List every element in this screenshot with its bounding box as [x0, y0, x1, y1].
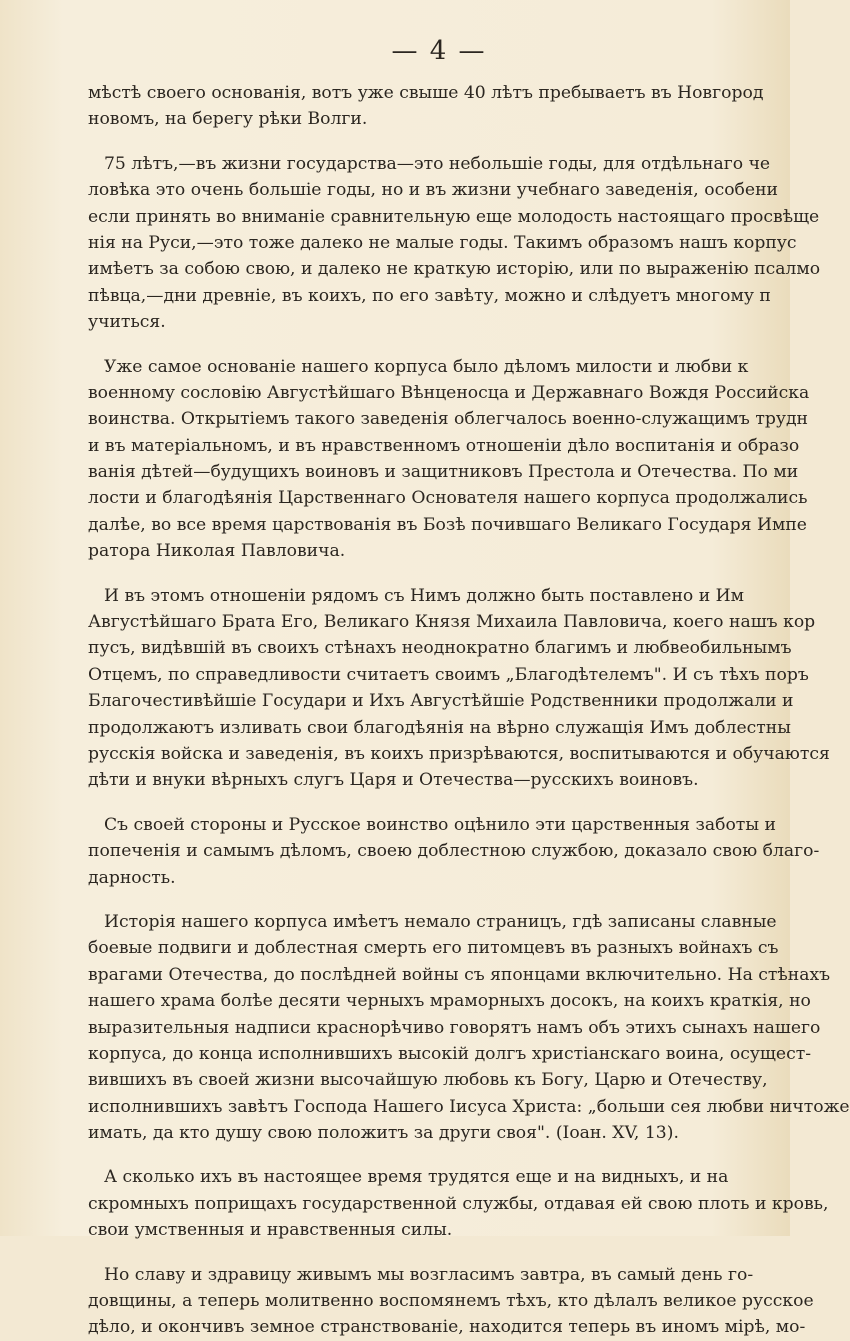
- page-number: — 4 —: [391, 36, 487, 66]
- text-line: имѣетъ за собою свою, и далеко не краткую исторію, или по выраженію псалмо: [88, 259, 821, 280]
- text-line: 75 лѣтъ,—въ жизни государства—это небольшіе годы, для отдѣльнаго че: [104, 153, 771, 174]
- text-line: нашего храма болѣе десяти черныхъ мраморныхъ досокъ, на коихъ краткія, но: [88, 991, 811, 1012]
- text-line: Благочестивѣйшіе Государи и Ихъ Августѣйшіе Родственники продолжали и: [88, 691, 794, 712]
- text-line: учиться.: [88, 312, 166, 333]
- text-line: ратора Николая Павловича.: [88, 541, 346, 562]
- text-line: попеченія и самымъ дѣломъ, своею доблестною службою, доказало свою благо-: [88, 841, 820, 862]
- text-line: Съ своей стороны и Русское воинство оцѣнило эти царственныя заботы и: [104, 814, 776, 835]
- paragraph: [88, 1262, 814, 1341]
- text-line: ванія дѣтей—будущихъ воиновъ и защитниковъ Престола и Отечества. По ми: [88, 462, 799, 483]
- text-line: имать, да кто душу свою положитъ за други своя". (Іоан. XV, 13).: [88, 1123, 679, 1144]
- text-line: новомъ, на берегу рѣки Волги.: [88, 109, 368, 130]
- text-line: И въ этомъ отношеніи рядомъ съ Нимъ должно быть поставлено и Им: [104, 585, 745, 606]
- text-line: Отцемъ, по справедливости считаетъ своимъ „Благодѣтелемъ". И съ тѣхъ поръ: [88, 664, 809, 685]
- text-line: выразительныя надписи краснорѣчиво говорятъ намъ объ этихъ сынахъ нашего: [88, 1017, 821, 1038]
- text-line: боевые подвиги и доблестная смерть его питомцевъ въ разныхъ войнахъ съ: [88, 938, 779, 959]
- text-line: Но славу и здравицу живымъ мы возгласимъ завтра, въ самый день го-: [104, 1264, 754, 1285]
- text-line: воинства. Открытіемъ такого заведенія облегчалось военно-служащимъ трудн: [88, 409, 808, 430]
- paragraph: [88, 151, 821, 336]
- text-line: если принять во вниманіе сравнительную еще молодость настоящаго просвѣще: [88, 206, 820, 227]
- paragraph: [88, 909, 850, 1147]
- text-line: довщины, а теперь молитвенно воспомянемъ тѣхъ, кто дѣлалъ великое русское: [88, 1291, 814, 1312]
- text-body: [88, 80, 850, 1341]
- text-line: ловѣка это очень большіе годы, но и въ жизни учебнаго заведенія, особени: [88, 180, 778, 201]
- text-line: свои умственныя и нравственныя силы.: [88, 1220, 453, 1241]
- text-line: скромныхъ поприщахъ государственной службы, отдавая ей свою плоть и кровь,: [88, 1193, 829, 1214]
- text-line: и въ матеріальномъ, и въ нравственномъ отношеніи дѣло воспитанія и образо: [88, 435, 800, 456]
- text-line: вившихъ въ своей жизни высочайшую любовь къ Богу, Царю и Отечеству,: [88, 1070, 768, 1091]
- text-line: Уже самое основаніе нашего корпуса было дѣломъ милости и любви к: [104, 356, 749, 377]
- text-line: лости и благодѣянія Царственнаго Основателя нашего корпуса продолжались: [88, 488, 808, 509]
- text-line: дѣло, и окончивъ земное странствованіе, находится теперь въ иномъ мірѣ, мо-: [88, 1317, 806, 1338]
- paragraph: [88, 583, 830, 794]
- text-line: продолжаютъ изливать свои благодѣянія на вѣрно служащія Имъ доблестны: [88, 717, 791, 738]
- text-line: врагами Отечества, до послѣдней войны съ японцами включительно. На стѣнахъ: [88, 964, 831, 985]
- text-line: А сколько ихъ въ настоящее время трудятся еще и на видныхъ, и на: [104, 1167, 729, 1188]
- text-line: пусъ, видѣвшій въ своихъ стѣнахъ неоднократно благимъ и любвеобильнымъ: [88, 638, 792, 659]
- text-line: исполнившихъ завѣтъ Господа Нашего Іисуса Христа: „больши сея любви ничтоже: [88, 1096, 850, 1117]
- text-line: дарность.: [88, 867, 176, 888]
- paragraph: [88, 812, 820, 891]
- text-line: пѣвца,—дни древніе, въ коихъ, по его завѣту, можно и слѣдуетъ многому п: [88, 285, 771, 306]
- text-line: далѣе, во все время царствованія въ Бозѣ почившаго Великаго Государя Импе: [88, 514, 807, 535]
- text-line: мѣстѣ своего основанія, вотъ уже свыше 40 лѣтъ пребываетъ въ Новгород: [88, 83, 764, 103]
- paragraph: [88, 80, 790, 133]
- text-line: нія на Руси,—это тоже далеко не малые годы. Такимъ образомъ нашъ корпус: [88, 232, 797, 253]
- paragraph: [88, 1164, 829, 1243]
- paragraph: [88, 354, 810, 565]
- text-line: Исторія нашего корпуса имѣетъ немало страницъ, гдѣ записаны славные: [104, 911, 777, 932]
- text-line: дѣти и внуки вѣрныхъ слугъ Царя и Отечества—русскихъ воиновъ.: [88, 770, 699, 791]
- text-line: военному сословію Августѣйшаго Вѣнценосца и Державнаго Вождя Российска: [88, 382, 810, 403]
- text-line: корпуса, до конца исполнившихъ высокій долгъ христіанскаго воина, осущест-: [88, 1043, 812, 1064]
- text-line: Августѣйшаго Брата Его, Великаго Князя Михаила Павловича, коего нашъ кор: [88, 612, 816, 633]
- text-line: русскія войска и заведенія, въ коихъ призрѣваются, воспитываются и обучаются: [88, 743, 830, 764]
